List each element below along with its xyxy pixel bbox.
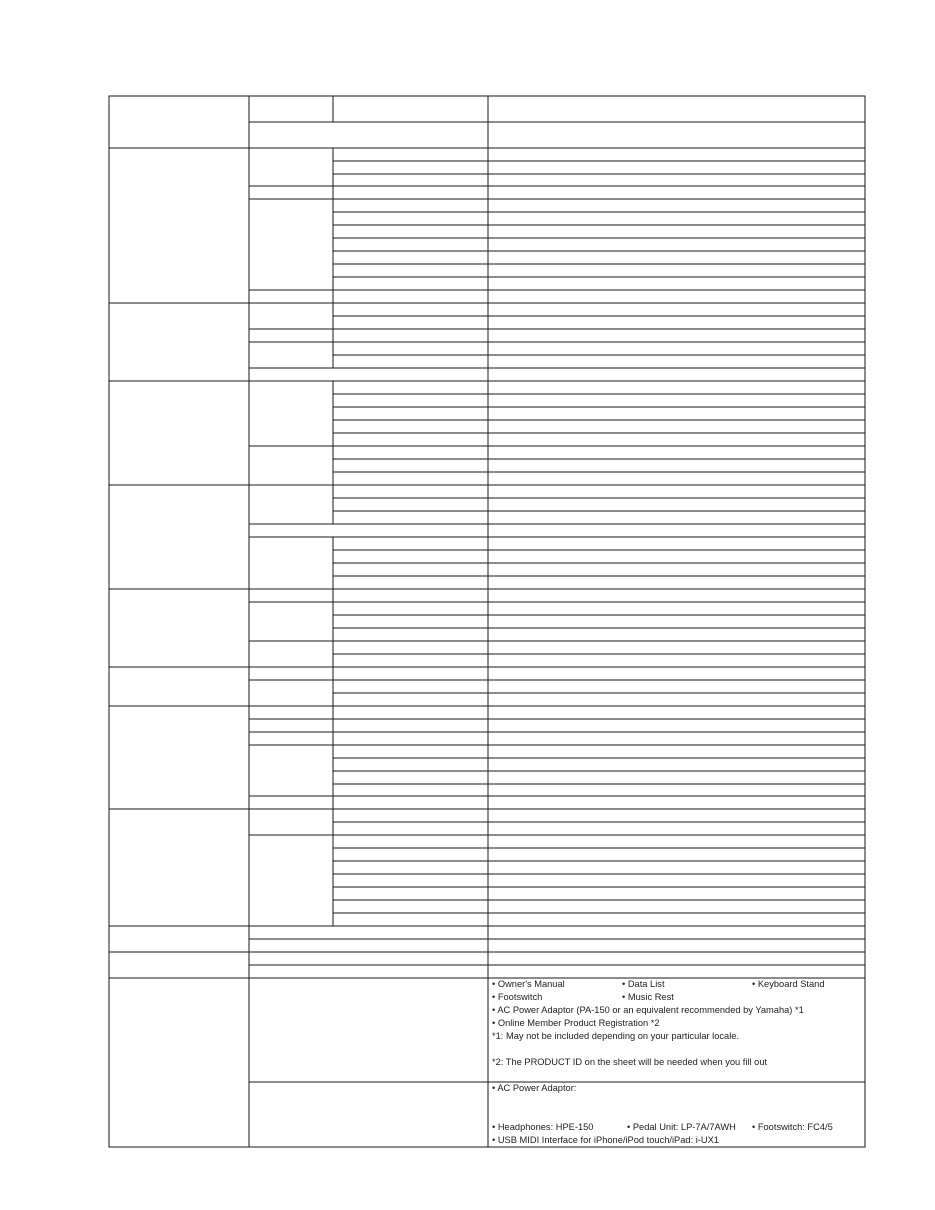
accessory-owners-manual: • Owner's Manual [492,979,565,989]
accessory-music-rest: • Music Rest [622,992,674,1002]
optional-pedal-unit: • Pedal Unit: LP-7A/7AWH [627,1122,736,1132]
accessory-keyboard-stand: • Keyboard Stand [752,979,825,989]
optional-usb-midi: • USB MIDI Interface for iPhone/iPod touch/iPad: i-UX1 [492,1135,720,1145]
accessory-footswitch: • Footswitch [492,992,543,1002]
accessory-data-list: • Data List [622,979,665,989]
accessory-ac-adaptor: • AC Power Adaptor (PA-150 or an equivalent recommended by Yamaha) *1 [492,1005,804,1015]
optional-headphones: • Headphones: HPE-150 [492,1122,594,1132]
optional-ac-adaptor: • AC Power Adaptor: [492,1083,577,1093]
optional-footswitch: • Footswitch: FC4/5 [752,1122,833,1132]
accessory-note-1: *1: May not be included depending on your particular locale. [492,1031,740,1041]
accessory-registration: • Online Member Product Registration *2 [492,1018,660,1028]
accessory-note-2: *2: The PRODUCT ID on the sheet will be needed when you fill out [492,1057,768,1067]
